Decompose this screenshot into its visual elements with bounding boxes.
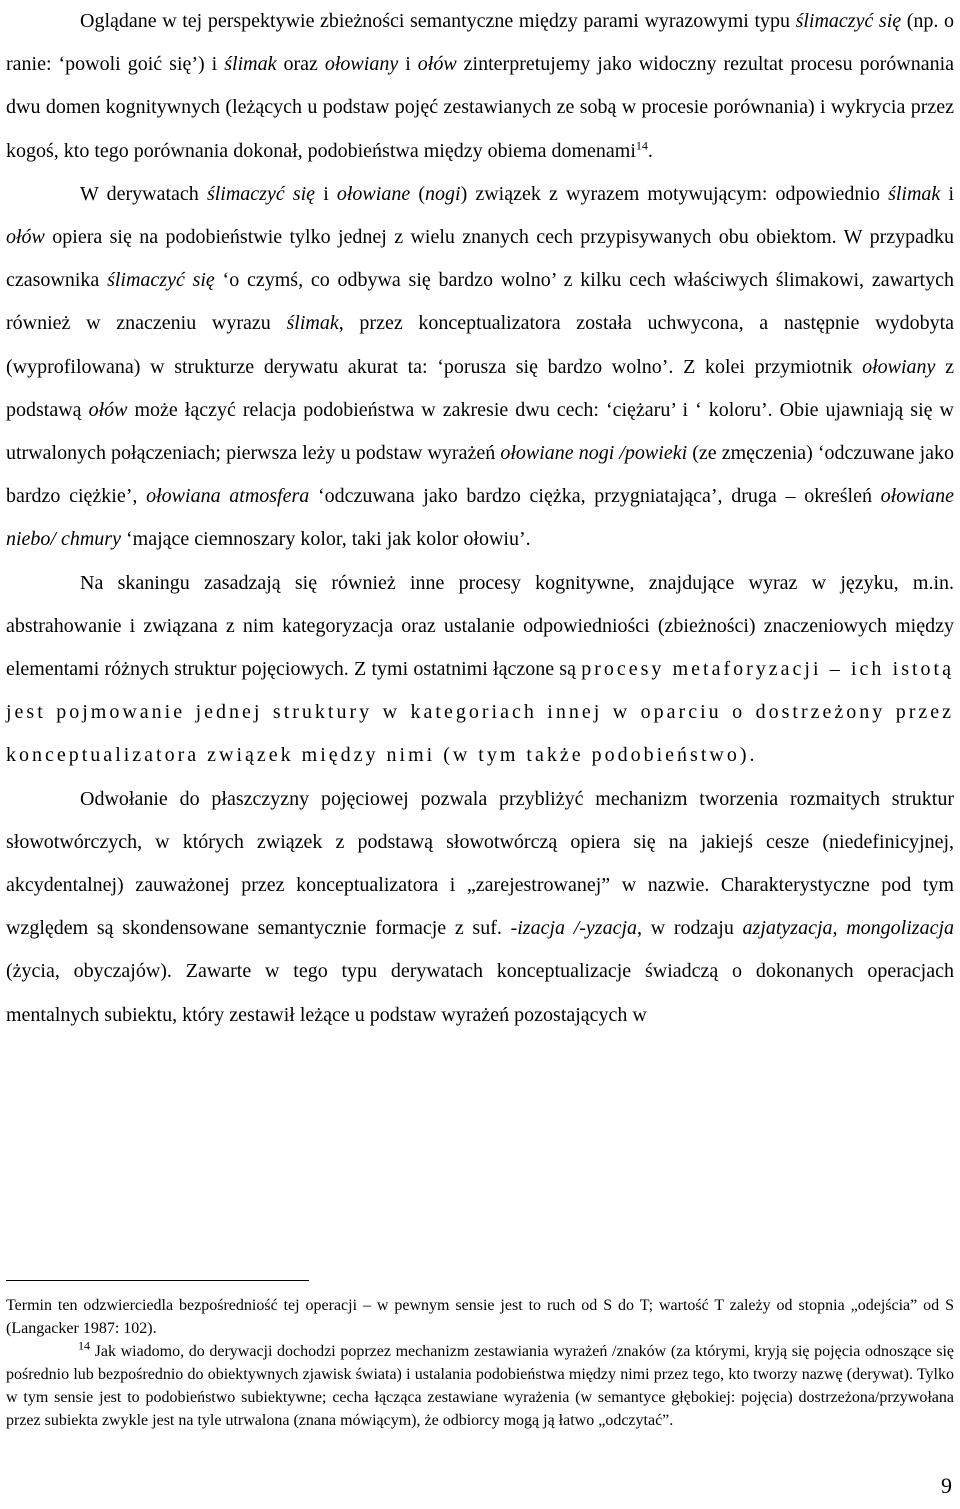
italic-term: ołów — [88, 398, 128, 421]
italic-term: nogi — [425, 182, 461, 205]
text-run: i — [940, 182, 954, 205]
text-run: ‘mające ciemnoszary kolor, taki jak kolor ołowiu’. — [120, 528, 531, 551]
footnote — [6, 1294, 954, 1340]
paragraph — [6, 173, 954, 562]
paragraph — [6, 778, 954, 1037]
footnote — [6, 1340, 954, 1432]
text-run: , w rodzaju — [637, 917, 743, 940]
footnote-ref: 14 — [635, 137, 648, 152]
footnotes — [6, 1294, 954, 1432]
text-run: Oglądane w tej perspektywie zbieżności semantyczne między parami wyrazowymi typu — [80, 10, 796, 32]
text-run: (ze zmęczenia) ‘odczuwane jako bardzo ciężkie’, — [6, 442, 955, 508]
italic-term: ołowiane — [336, 182, 411, 205]
footnote-ref: 14 — [78, 1338, 90, 1353]
text-run: ‘o czymś, co odbywa się bardzo wolno’ z kilku cech właściwych ślimakowi, zawartych również w znaczeniu wyrazu — [6, 269, 954, 335]
text-run: opiera się na podobieństwie tylko jednej z wielu znanych cech przypisywanych obu obiektom. W przypadku czasownika — [6, 226, 954, 292]
spaced-emphasis: procesy metaforyzacji – ich istotą jest pojmowanie jednej struktury w kategoriach innej w oparciu o dostrzeżony przez konceptualizatora związek między nimi (w tym także podobieństwo). — [6, 658, 954, 767]
text-run: , — [832, 917, 847, 940]
paragraph — [6, 0, 954, 173]
text-run: ( — [410, 182, 426, 205]
italic-term: ołowiana atmosfera — [146, 485, 310, 508]
italic-term: ołów — [6, 226, 45, 249]
italic-term: ołowiane nogi /powieki — [500, 442, 688, 465]
page-body — [6, 0, 954, 1037]
text-run: z podstawą — [6, 355, 954, 421]
text-run: i — [398, 53, 418, 76]
text-run: i — [315, 182, 337, 205]
italic-term: -izacja /-yzacja — [510, 917, 638, 940]
italic-term: ślimaczyć się — [795, 10, 902, 32]
text-run: ) związek z wyrazem motywującym: odpowiednio — [460, 182, 889, 205]
main-text — [6, 0, 954, 1037]
italic-term: ołów — [417, 53, 457, 76]
text-run: Jak wiadomo, do derywacji dochodzi poprzez mechanizm zestawiania wyrażeń /znaków (za którymi, kryją się pojęcia odnoszące się pośrednio lub bezpośrednio do obiektywnych zjawisk świata) i ustalania podobieństwa między nimi przez tego, kto tworzy nazwę (derywat). Tylko w tym sensie jest to podobieństwo subiektywne; cecha łącząca zestawiane wyrażenia (w semantyce głębokiej: pojęcia) dostrzeżona/przywołana przez subiekta zwykle jest na tyle utrwalona (znana mówiącym), że odbiorcy mogą ją łatwo „odczytać”. — [6, 1343, 954, 1429]
text-run: Odwołanie do płaszczyzny pojęciowej pozwala przybliżyć mechanizm tworzenia rozmaitych struktur słowotwórczych, w których związek z podstawą słowotwórczą opiera się na jakiejś cesze (niedefinicyjnej, akcydentalnej) zauważonej przez konceptualizatora i „zarejestrowanej” w nazwie. Charakterystyczne pod tym względem są skondensowane semantycznie formacje z suf. — [6, 787, 954, 940]
text-run: zinterpretujemy jako widoczny rezultat procesu porównania dwu domen kognitywnych (leżących u podstaw pojęć zestawianych ze sobą w procesie porównania) i wykrycia przez kogoś, kto tego porównania dokonał, podobieństwa między obiema domenami — [6, 53, 954, 162]
text-run: (np. o ranie: ‘powoli goić się’) i — [6, 10, 954, 76]
italic-term: ołowiany — [862, 355, 936, 378]
footnote-separator — [6, 1280, 309, 1281]
text-run: W derywatach — [80, 182, 207, 205]
paragraph — [6, 562, 954, 778]
italic-term: ślimak — [888, 182, 941, 205]
text-run: ‘odczuwana jako bardzo ciężka, przygniatająca’, druga – określeń — [309, 485, 881, 508]
text-run: Termin ten odzwierciedla bezpośredniość tej operacji – w pewnym sensie jest to ruch od S do T; wartość T zależy od stopnia „odejścia” od S (Langacker 1987: 102). — [6, 1297, 954, 1337]
text-run: może łączyć relacja podobieństwa w zakresie dwu cech: ‘ciężaru’ i ‘ koloru’. Obie ujawniają się w utrwalonych połączeniach; pierwsza leży u podstaw wyrażeń — [6, 398, 954, 465]
italic-term: ołowiany — [324, 53, 399, 76]
italic-term: ślimaczyć się — [107, 269, 215, 292]
text-run: (życia, obyczajów). Zawarte w tego typu derywatach konceptualizacje świadczą o dokonanych operacjach mentalnych subiektu, który zestawił leżące u podstaw wyrażeń pozostających w — [6, 960, 954, 1026]
italic-term: ślimak — [286, 312, 339, 335]
italic-term: ołowiane niebo/ chmury — [6, 485, 954, 551]
italic-term: ślimaczyć się — [206, 182, 316, 205]
italic-term: ślimak — [224, 53, 277, 76]
text-run: . — [647, 139, 653, 162]
italic-term: azjatyzacja — [742, 917, 833, 940]
text-run: , przez konceptualizatora została uchwycona, a następnie wydobyta (wyprofilowana) w strukturze derywatu akurat ta: ‘porusza się bardzo wolno’. Z kolei przymiotnik — [6, 312, 955, 378]
text-run: oraz — [276, 53, 325, 76]
text-run: Na skaningu zasadzają się również inne procesy kognitywne, znajdujące wyraz w języku, m.in. abstrahowanie i związana z nim kategoryzacja oraz ustalanie odpowiedniości (zbieżności) znaczeniowych między elementami różnych struktur pojęciowych. Z tymi ostatnimi łączone są — [6, 571, 954, 681]
italic-term: mongolizacja — [846, 917, 955, 940]
page-number: 9 — [941, 1473, 952, 1498]
